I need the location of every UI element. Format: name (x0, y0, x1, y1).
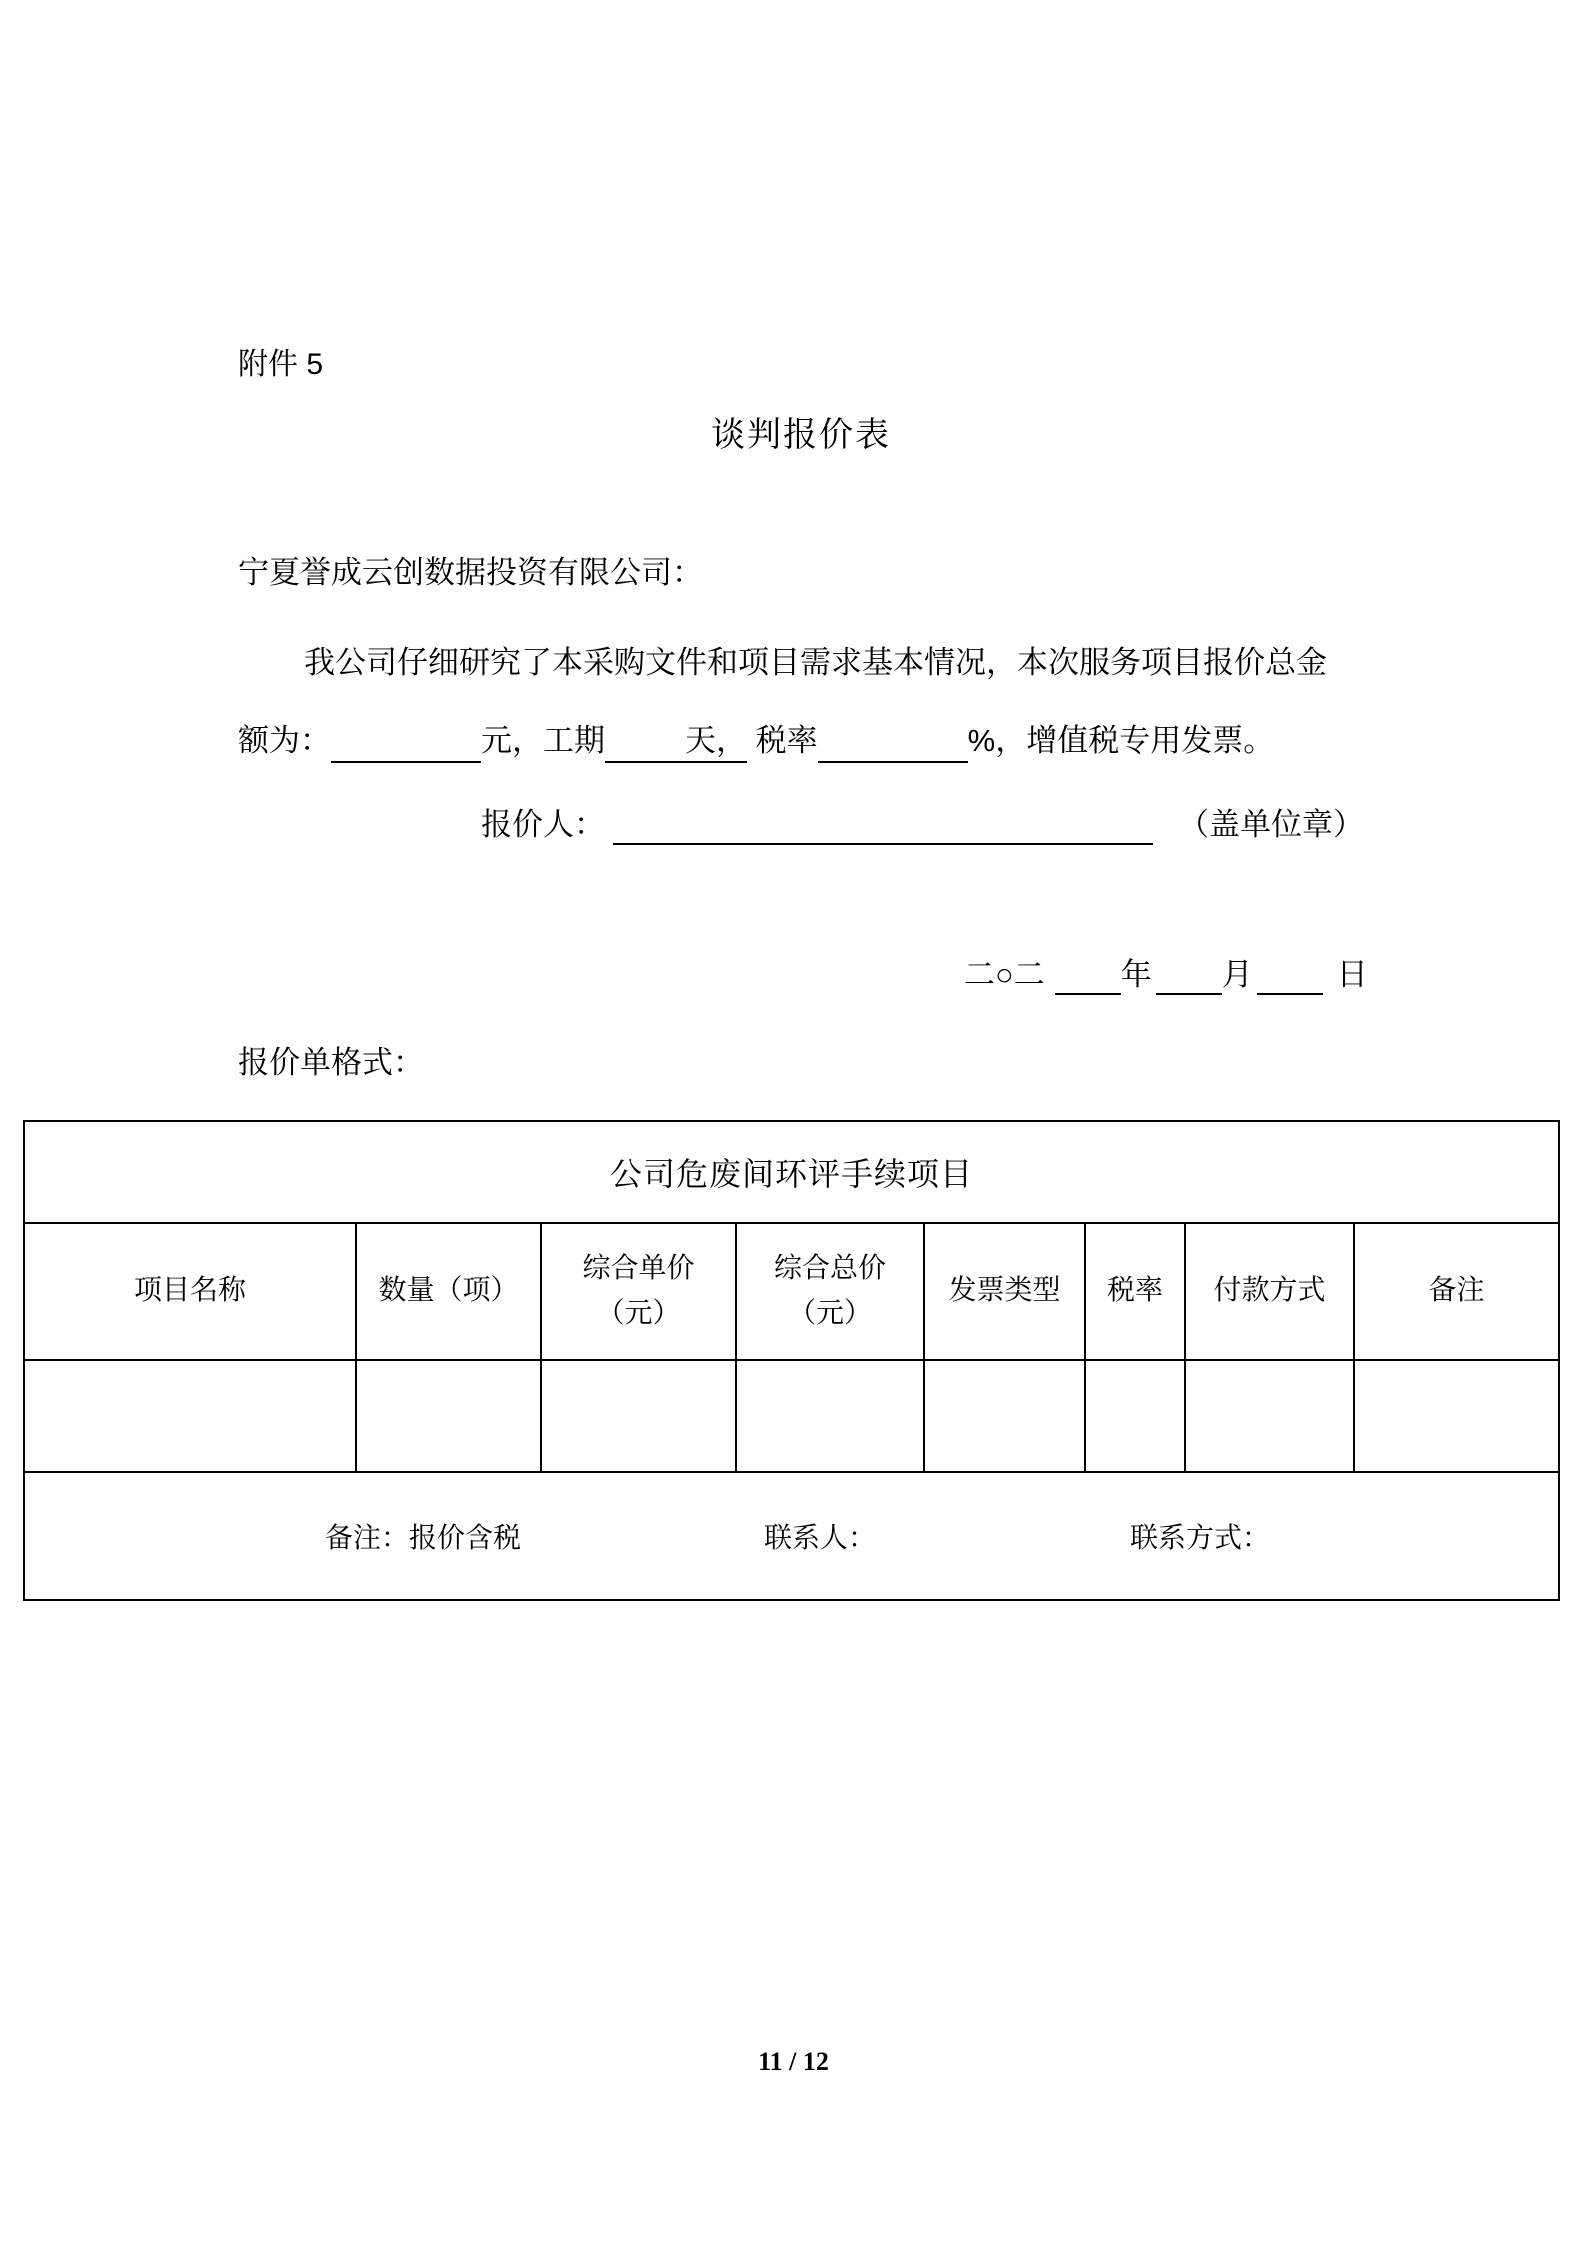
tax-rate-label: 税率 (755, 723, 818, 758)
table-empty-row (24, 1360, 1559, 1472)
table-footer (24, 1472, 1559, 1600)
quoter-line (481, 806, 1364, 845)
date-year-label: 年 (1120, 957, 1152, 992)
table-title: 公司危废间环评手续项目 (24, 1121, 1559, 1223)
date-day-label: 日 (1336, 957, 1368, 992)
amount-blank-line (331, 729, 481, 763)
header-invoice-type: 发票类型 (924, 1223, 1085, 1360)
footer-remark: 备注：报价含税 (324, 1523, 521, 1554)
header-tax-rate: 税率 (1085, 1223, 1185, 1360)
page-number: 11 / 12 (758, 2047, 829, 2076)
tax-rate-blank-line (818, 729, 968, 763)
cell-invoice-type (924, 1360, 1085, 1472)
table-footer-row (24, 1472, 1559, 1600)
cell-payment-method (1185, 1360, 1354, 1472)
date-year-blank (1055, 961, 1121, 995)
cell-total-price (736, 1360, 924, 1472)
header-unit-price: 综合单价 （元） (541, 1223, 736, 1360)
header-payment-method: 付款方式 (1185, 1223, 1354, 1360)
footer-contact-method: 联系方式： (1130, 1523, 1271, 1554)
table-header-row (24, 1223, 1559, 1360)
cell-tax-rate (1085, 1360, 1185, 1472)
cell-unit-price (541, 1360, 736, 1472)
seal-note: （盖单位章） (1178, 807, 1364, 842)
quoter-signature-line (613, 811, 1153, 845)
footer-contact-person: 联系人： (764, 1523, 877, 1554)
amount-label: 额为： (238, 723, 331, 758)
recipient-line: 宁夏誉成云创数据投资有限公司： (238, 555, 703, 590)
quote-format-label: 报价单格式： (238, 1045, 424, 1080)
date-line (964, 956, 1368, 995)
date-day-blank (1257, 961, 1323, 995)
quotation-table (23, 1120, 1560, 1601)
header-total-price: 综合总价 （元） (736, 1223, 924, 1360)
cell-project-name (24, 1360, 356, 1472)
yuan-duration-text: 元，工期 (481, 723, 605, 758)
header-project-name: 项目名称 (24, 1223, 356, 1360)
paragraph-line-1: 我公司仔细研究了本采购文件和项目需求基本情况，本次服务项目报价总金 (304, 645, 1327, 680)
header-remarks: 备注 (1354, 1223, 1559, 1360)
date-month-blank (1156, 961, 1222, 995)
invoice-text: %，增值税专用发票。 (967, 723, 1275, 758)
cell-remarks (1354, 1360, 1559, 1472)
cell-quantity (356, 1360, 541, 1472)
quoter-label: 报价人： (481, 807, 605, 842)
table-title-row (24, 1121, 1559, 1223)
duration-blank-line: 天， (605, 722, 747, 763)
date-prefix: 二○二 (964, 957, 1045, 992)
paragraph-line-2 (238, 722, 1274, 763)
date-month-label: 月 (1221, 957, 1253, 992)
page-title: 谈判报价表 (711, 416, 891, 454)
attachment-label: 附件 5 (238, 348, 324, 381)
header-quantity: 数量（项） (356, 1223, 541, 1360)
